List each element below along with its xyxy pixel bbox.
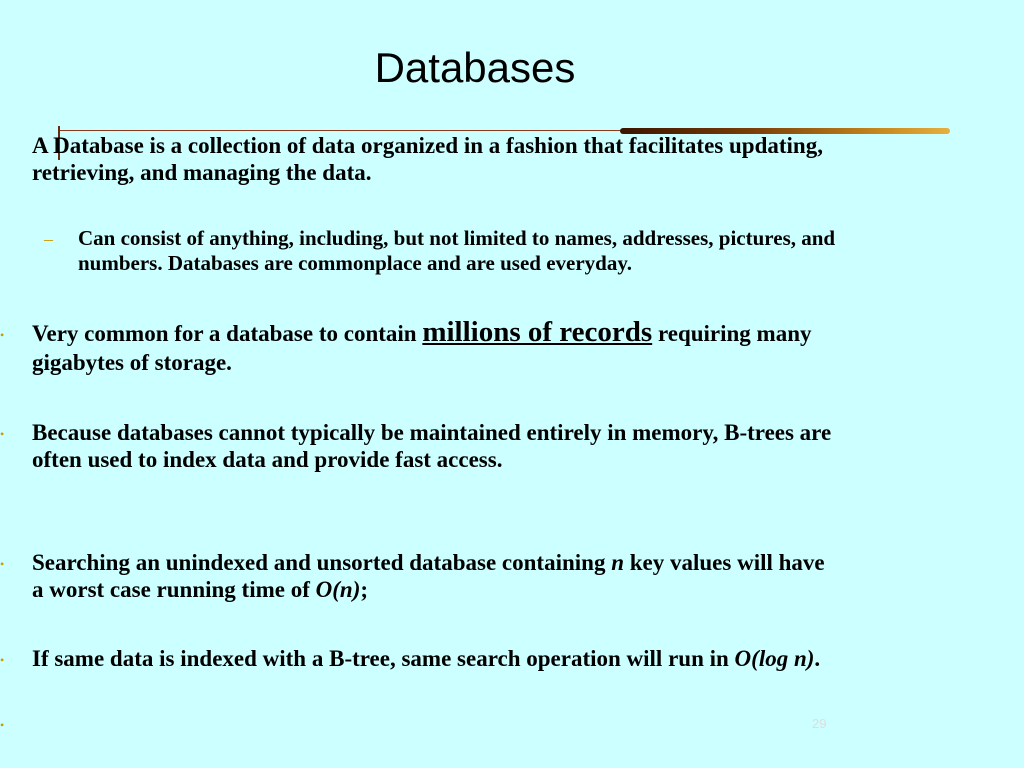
- bullet-2-line-2: often used to index data and provide fast access.: [32, 447, 503, 472]
- bullet-3-line-2-suffix: ;: [360, 577, 369, 602]
- bullet-4-prefix: If same data is indexed with a B-tree, same search operation will run in: [32, 646, 735, 671]
- sub-line-1: Can consist of anything, including, but not limited to names, addresses, pictures, and: [78, 226, 836, 250]
- bullet-4-complexity: O(log n): [734, 646, 815, 671]
- bullet-marker-empty: •: [0, 718, 5, 732]
- bullet-4: [32, 645, 820, 672]
- sub-line-2: numbers. Databases are commonplace and are used everyday.: [78, 251, 632, 275]
- bullet-marker-3: •: [0, 557, 5, 571]
- bullet-4-suffix: .: [814, 646, 821, 671]
- bullet-3-suffix: key values will have: [624, 550, 825, 575]
- bullet-3-line-1: [32, 549, 825, 576]
- bullet-1-line-1: [32, 318, 812, 348]
- sub-point: [78, 226, 835, 276]
- millions-of-records-highlight: millions of records: [422, 316, 653, 348]
- intro-line-2: retrieving, and managing the data.: [32, 160, 372, 185]
- bullet-1-line-2: gigabytes of storage.: [32, 350, 232, 375]
- bullet-marker-1: •: [0, 328, 5, 342]
- bullet-marker-2: •: [0, 427, 5, 441]
- bullet-3: [32, 549, 825, 603]
- intro-paragraph: [32, 132, 823, 186]
- bullet-marker-4: •: [0, 653, 5, 667]
- bullet-4-line-1: [32, 645, 820, 672]
- intro-line-1: A Database is a collection of data organized in a fashion that facilitates updating,: [32, 133, 823, 158]
- bullet-3-complexity: O(n): [315, 577, 361, 602]
- bullet-3-line-2: [32, 576, 825, 603]
- sub-dash-bullet: –: [44, 229, 53, 249]
- slide-number: 29: [812, 716, 827, 731]
- bullet-2: [32, 419, 831, 473]
- bullet-1-text: Very common for a database to contain: [32, 321, 423, 346]
- slide-title: Databases: [374, 44, 576, 91]
- bullet-3-line-2-prefix: a worst case running time of: [32, 577, 316, 602]
- bullet-3-prefix: Searching an unindexed and unsorted database containing: [32, 550, 612, 575]
- bullet-2-line-1: Because databases cannot typically be maintained entirely in memory, B-trees are: [32, 420, 832, 445]
- bullet-1-suffix: requiring many: [652, 321, 812, 346]
- bullet-1: [32, 318, 812, 377]
- bullet-3-n: n: [611, 550, 624, 575]
